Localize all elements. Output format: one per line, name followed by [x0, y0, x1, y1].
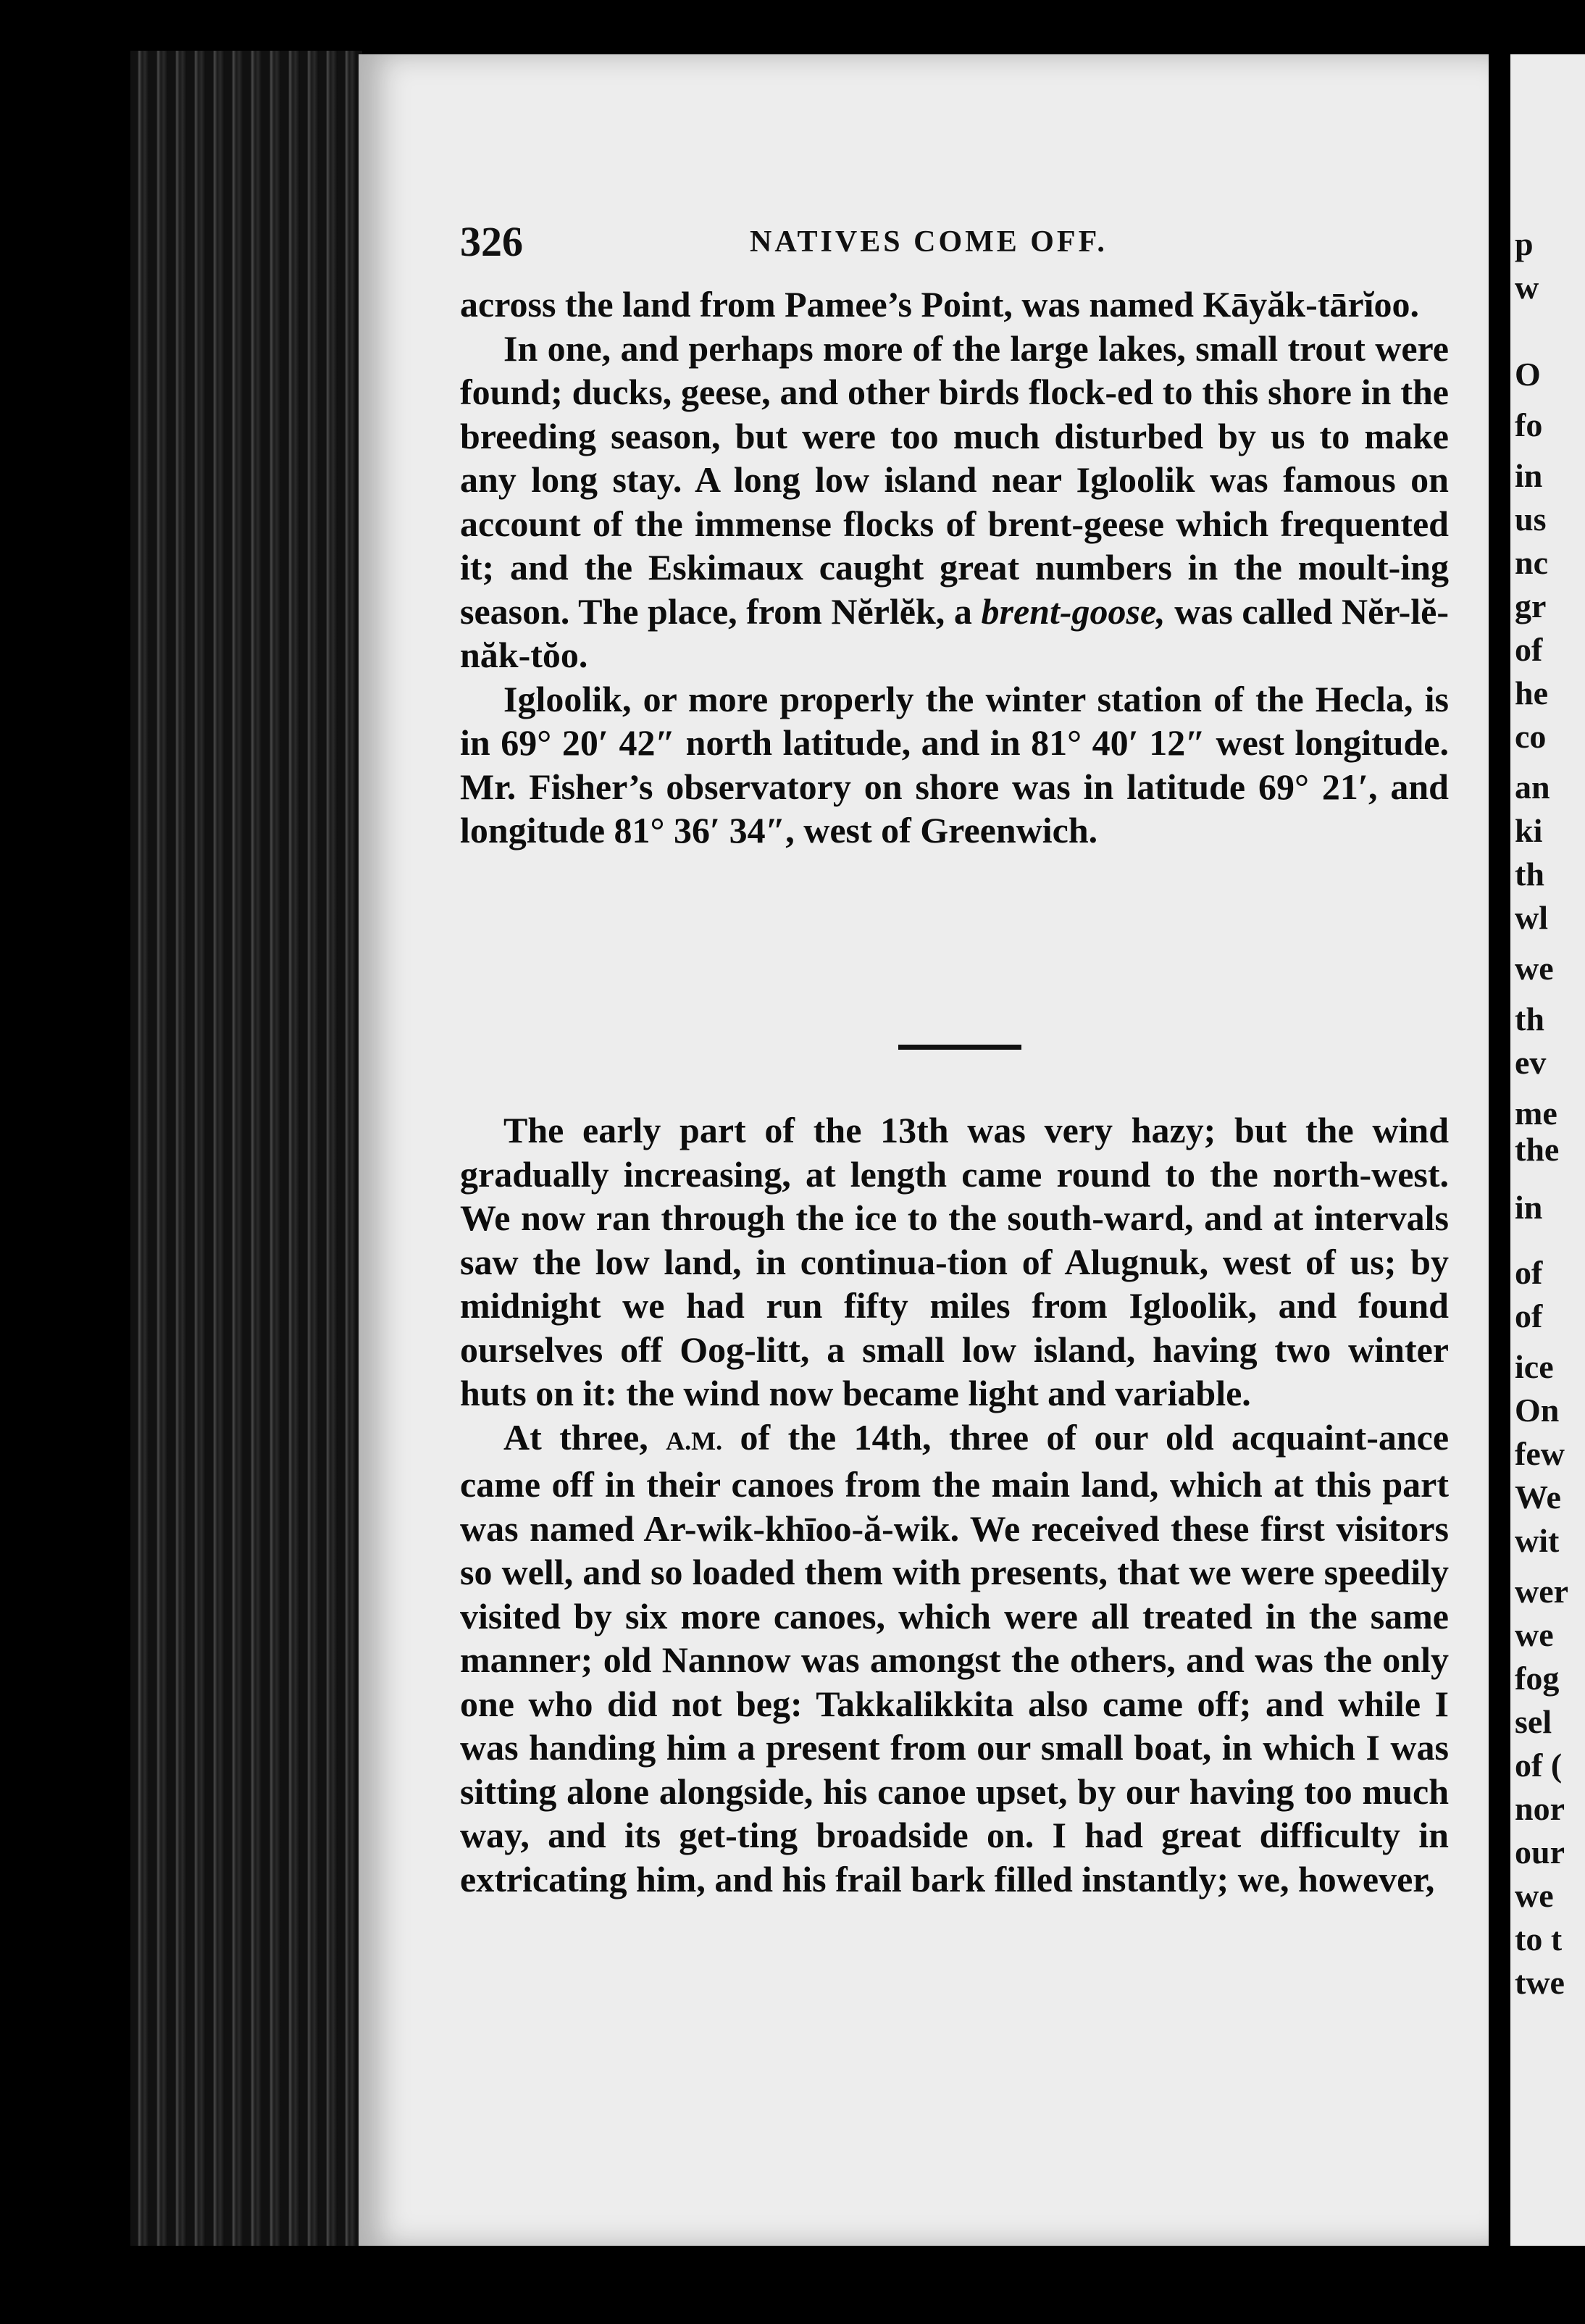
facing-page-fragment: co: [1515, 718, 1547, 755]
facing-page-fragment: th: [1515, 856, 1544, 893]
paragraph-lakes-text: In one, and perhaps more of the large lakes, small trout were found; ducks, geese, and other birds flock-ed to this shore in the breeding season, but were too much disturbed by us to make any long stay. A long low island near Igloolik was famous on account of the immense flocks of brent-geese which frequented it; and the Eskimaux caught great numbers in the moult-ing season. The place, from Nĕrlĕk, a: [460, 327, 1449, 632]
facing-page-fragment: we: [1515, 1877, 1554, 1914]
facing-page-fragment: few: [1515, 1435, 1565, 1472]
facing-page-fragment: in: [1515, 1189, 1543, 1226]
paragraph-lakes-end: was called Nĕr-lĕ-năk-tŏo.: [460, 590, 1449, 675]
section-one: [460, 283, 1449, 853]
facing-page-fragment: O: [1515, 356, 1541, 393]
paragraph-14th: [460, 1416, 1449, 1902]
facing-page-fragment: me: [1515, 1095, 1557, 1132]
facing-page-fragment: the: [1515, 1131, 1560, 1168]
facing-page-fragment: our: [1515, 1834, 1565, 1871]
facing-page-fragment: wit: [1515, 1522, 1560, 1559]
facing-page-fragment: ki: [1515, 812, 1543, 849]
book-spine: [130, 51, 362, 2246]
facing-page-fragment: twe: [1515, 1964, 1565, 2001]
facing-page-fragment: sel: [1515, 1703, 1552, 1740]
facing-page-edge: [1510, 54, 1585, 2246]
facing-page-fragment: We: [1515, 1479, 1561, 1516]
facing-page-fragment: to t: [1515, 1920, 1563, 1957]
facing-page-fragment: nor: [1515, 1790, 1565, 1827]
page-header: [460, 217, 1445, 268]
paragraph-14th-text: of the 14th, three of our old acquaint-ance came off in their canoes from the main land, which at this part was named Ar-wik-khīoo-ă-wik. We received these first visitors so well, and so loaded them with presents, that we were speedily visited by six more canoes, which were all treated in the same manner; old Nannow was amongst the others, and was the only one who did not beg: Takkalikkita also came off; and while I was handing him a present from our small boat, in which I was sitting alone alongside, his canoe upset, by our having too much way, and its get-ting broadside on. I had great difficulty in extricating him, and his frail bark filled instantly; we, however,: [460, 1416, 1450, 1899]
facing-page-fragment: On: [1515, 1392, 1560, 1429]
facing-page-fragment: ice: [1515, 1348, 1554, 1385]
section-two: [460, 1108, 1449, 1901]
facing-page-fragment: fog: [1515, 1660, 1560, 1697]
facing-page-fragment: wl: [1515, 899, 1548, 936]
facing-page-fragment: us: [1515, 501, 1547, 538]
facing-page-fragment: fo: [1515, 406, 1543, 443]
brent-goose-italic: brent-goose,: [981, 590, 1166, 632]
running-title: NATIVES COME OFF.: [750, 225, 1108, 259]
paragraph-13th: The early part of the 13th was very hazy; but the wind gradually increasing, at length came round to the north-west. We now ran through the ice to the south-ward, and at intervals saw the low land, in continua-tion of Alugnuk, west of us; by midnight we had run fifty miles from Igloolik, and found ourselves off Oog-litt, a small low island, having two winter huts on it: the wind now became light and variable.: [460, 1110, 1449, 1413]
paragraph-igloolik: Igloolik, or more properly the winter station of the Hecla, is in 69° 20′ 42″ north latitude, and in 81° 40′ 12″ west longitude. Mr. Fisher’s observatory on shore was in latitude 69° 21′, and longitude 81° 36′ 34″, west of Greenwich.: [460, 678, 1449, 850]
facing-page-fragment: gr: [1515, 588, 1547, 624]
facing-page-fragment: of: [1515, 1297, 1543, 1334]
am-abbrev: A.M.: [666, 1426, 723, 1455]
facing-page-fragment: th: [1515, 1000, 1544, 1037]
facing-page-fragment: wer: [1515, 1573, 1569, 1610]
facing-page-fragment: nc: [1515, 544, 1548, 581]
facing-page-fragment: of: [1515, 1254, 1543, 1291]
facing-page-fragment: in: [1515, 457, 1543, 494]
facing-page-fragment: ev: [1515, 1044, 1547, 1081]
paragraph-lakes: [460, 327, 1449, 677]
facing-page-fragment: we: [1515, 1616, 1554, 1653]
facing-page-fragment: of: [1515, 631, 1543, 668]
facing-page-fragment: we: [1515, 950, 1554, 987]
page-number: 326: [460, 218, 523, 265]
facing-page-fragment: he: [1515, 674, 1548, 711]
paragraph-continued: across the land from Pamee’s Point, was named Kāyăk-tārĭoo.: [460, 284, 1419, 325]
facing-page-fragment: w: [1515, 269, 1539, 306]
facing-page-fragment: an: [1515, 769, 1550, 806]
section-divider: [898, 1045, 1021, 1050]
facing-page-fragment: p: [1515, 225, 1534, 262]
paragraph-14th-start: At three,: [503, 1416, 648, 1458]
facing-page-fragment: of (: [1515, 1747, 1563, 1784]
